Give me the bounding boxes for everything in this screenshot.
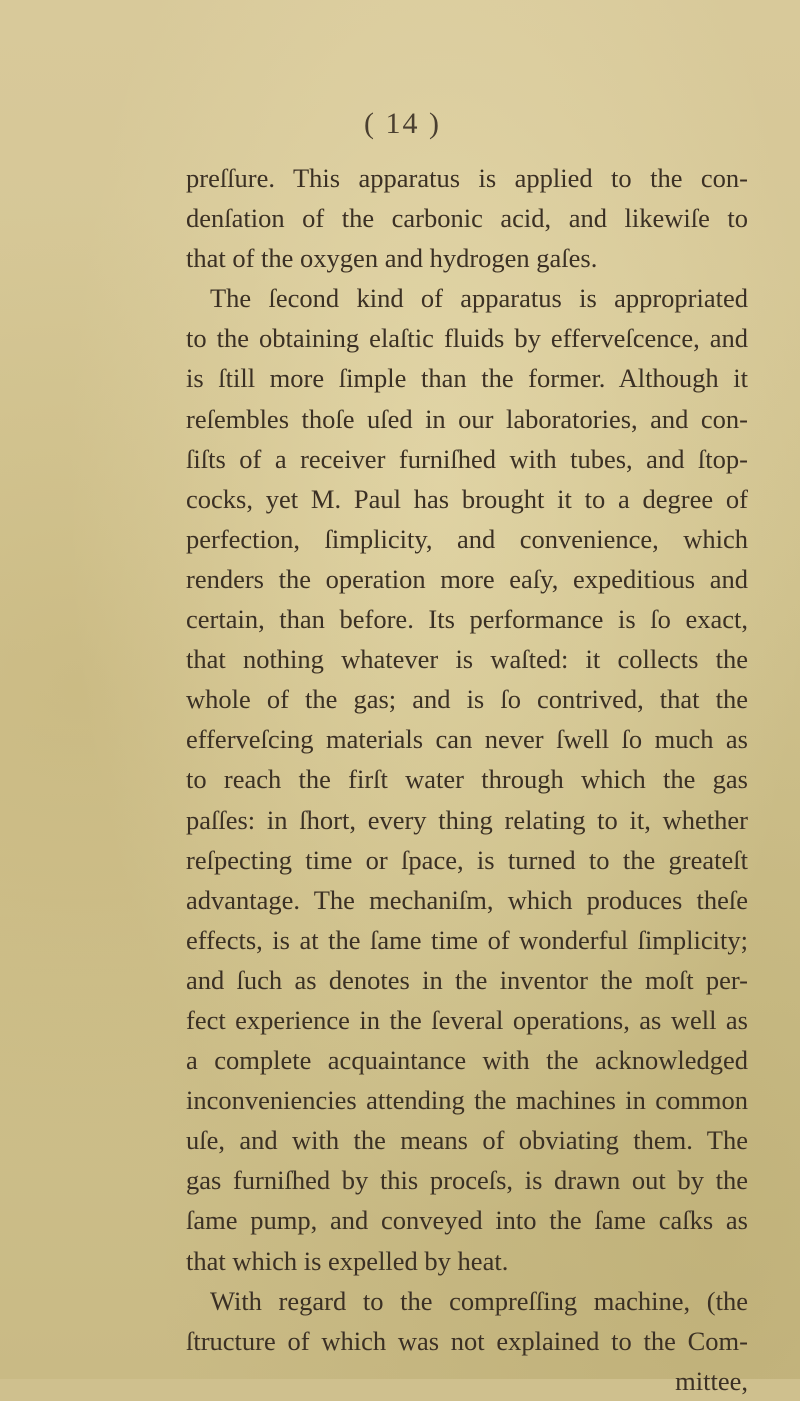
- text-line: efferveſcing materials can never ſwell ſo much as: [186, 724, 748, 755]
- text-line: to reach the firſt water through which the gas: [186, 764, 748, 795]
- text-line: inconveniencies attending the machines in common: [186, 1085, 748, 1116]
- text-line: reſpecting time or ſpace, is turned to the greateſt: [186, 844, 748, 875]
- text-line: is ſtill more ſimple than the former. Although it: [186, 363, 748, 394]
- text-line: paſſes: in ſhort, every thing relating to it, whether: [186, 804, 748, 835]
- catchword: mittee,: [675, 1365, 748, 1396]
- text-line: certain, than before. Its performance is ſo exact,: [186, 604, 748, 635]
- text-line: reſembles thoſe uſed in our laboratories, and con-: [186, 403, 748, 434]
- paragraph-start-line: The ſecond kind of apparatus is appropriated: [210, 283, 748, 314]
- text-line: renders the operation more eaſy, expeditious and: [186, 563, 748, 594]
- text-line: ſiſts of a receiver furniſhed with tubes, and ſtop-: [186, 443, 748, 474]
- text-line: that of the oxygen and hydrogen gaſes.: [186, 243, 598, 274]
- text-line: perfection, ſimplicity, and convenience, which: [186, 523, 748, 554]
- text-line: that which is expelled by heat.: [186, 1245, 509, 1276]
- text-line: fect experience in the ſeveral operations, as well as: [186, 1004, 748, 1035]
- page-number: [0, 107, 800, 141]
- text-line: uſe, and with the means of obviating them. The: [186, 1125, 748, 1156]
- text-line: ſame pump, and conveyed into the ſame caſks as: [186, 1205, 748, 1236]
- text-line: gas furniſhed by this proceſs, is drawn out by the: [186, 1165, 748, 1196]
- text-line: and ſuch as denotes in the inventor the moſt per-: [186, 964, 748, 995]
- text-line: that nothing whatever is waſted: it collects the: [186, 644, 748, 675]
- text-line: preſſure. This apparatus is applied to the con-: [186, 163, 748, 193]
- text-line: advantage. The mechaniſm, which produces theſe: [186, 884, 748, 915]
- text-line: to the obtaining elaſtic fluids by efferveſcence, and: [186, 323, 748, 354]
- page-number-text: ( 14 ): [364, 107, 441, 140]
- paragraph-start-line: With regard to the compreſſing machine, (the: [210, 1285, 748, 1316]
- text-line: denſation of the carbonic acid, and likewiſe to: [186, 203, 748, 234]
- body-text: [186, 158, 748, 1401]
- text-line: ſtructure of which was not explained to the Com-: [186, 1325, 748, 1356]
- text-line: a complete acquaintance with the acknowledged: [186, 1045, 748, 1076]
- text-line: cocks, yet M. Paul has brought it to a degree of: [186, 483, 748, 514]
- text-line: effects, is at the ſame time of wonderful ſimplicity;: [186, 924, 748, 955]
- text-line: whole of the gas; and is ſo contrived, that the: [186, 684, 748, 715]
